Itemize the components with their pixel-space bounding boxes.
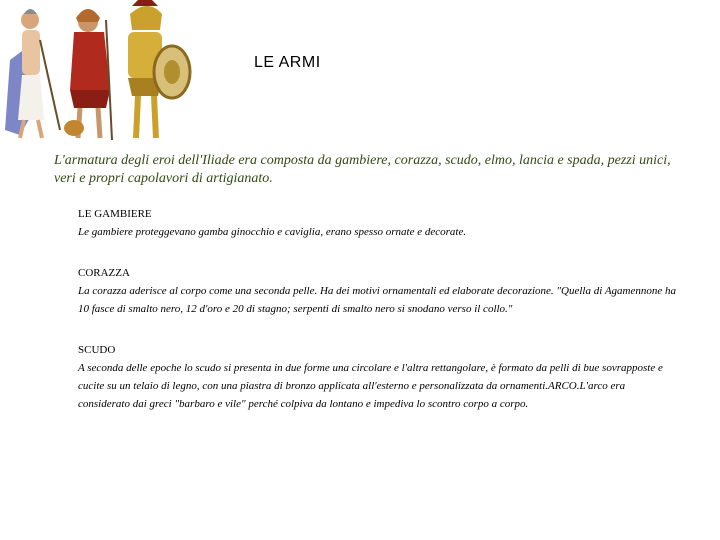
section-gambiere xyxy=(78,205,678,241)
warrior-figure-right xyxy=(128,0,190,138)
section-text: La corazza aderisce al corpo come una seconda pelle. Ha dei motivi ornamentali ed elaborate decorazione. "Quella di Agamennone ha 10 fasce di smalto nero, 12 d'oro e 20 di stagno; serpenti di smalto nero si snodano verso il collo." xyxy=(78,285,677,315)
section-heading: SCUDO xyxy=(78,344,116,356)
page-title: LE ARMI xyxy=(254,54,321,71)
section-heading: LE GAMBIERE xyxy=(78,208,152,220)
section-heading: CORAZZA xyxy=(78,267,130,279)
warrior-figure-left xyxy=(5,9,60,138)
warrior-figure-middle xyxy=(64,9,112,140)
section-corazza xyxy=(78,264,678,318)
section-text: Le gambiere proteggevano gamba ginocchio e caviglia, erano spesso ornate e decorate. xyxy=(78,226,467,238)
intro-paragraph: L'armatura degli eroi dell'Iliade era composta da gambiere, corazza, scudo, elmo, lancia e spada, pezzi unici, veri e propri capolavori di artigianato. xyxy=(54,153,671,186)
section-text: A seconda delle epoche lo scudo si presenta in due forme una circolare e l'altra rettangolare, è formato da pelli di bue sovrapposte e cucite su un telaio di legno, con una piastra di bronzo applicata all'esterno e personalizzata da ornamenti.ARCO.L'arco era considerato dai greci "barbaro e vile" perché colpiva da lontano e impediva lo scontro corpo a corpo. xyxy=(78,362,663,410)
greek-warriors-illustration xyxy=(0,0,200,140)
section-scudo xyxy=(78,341,678,413)
